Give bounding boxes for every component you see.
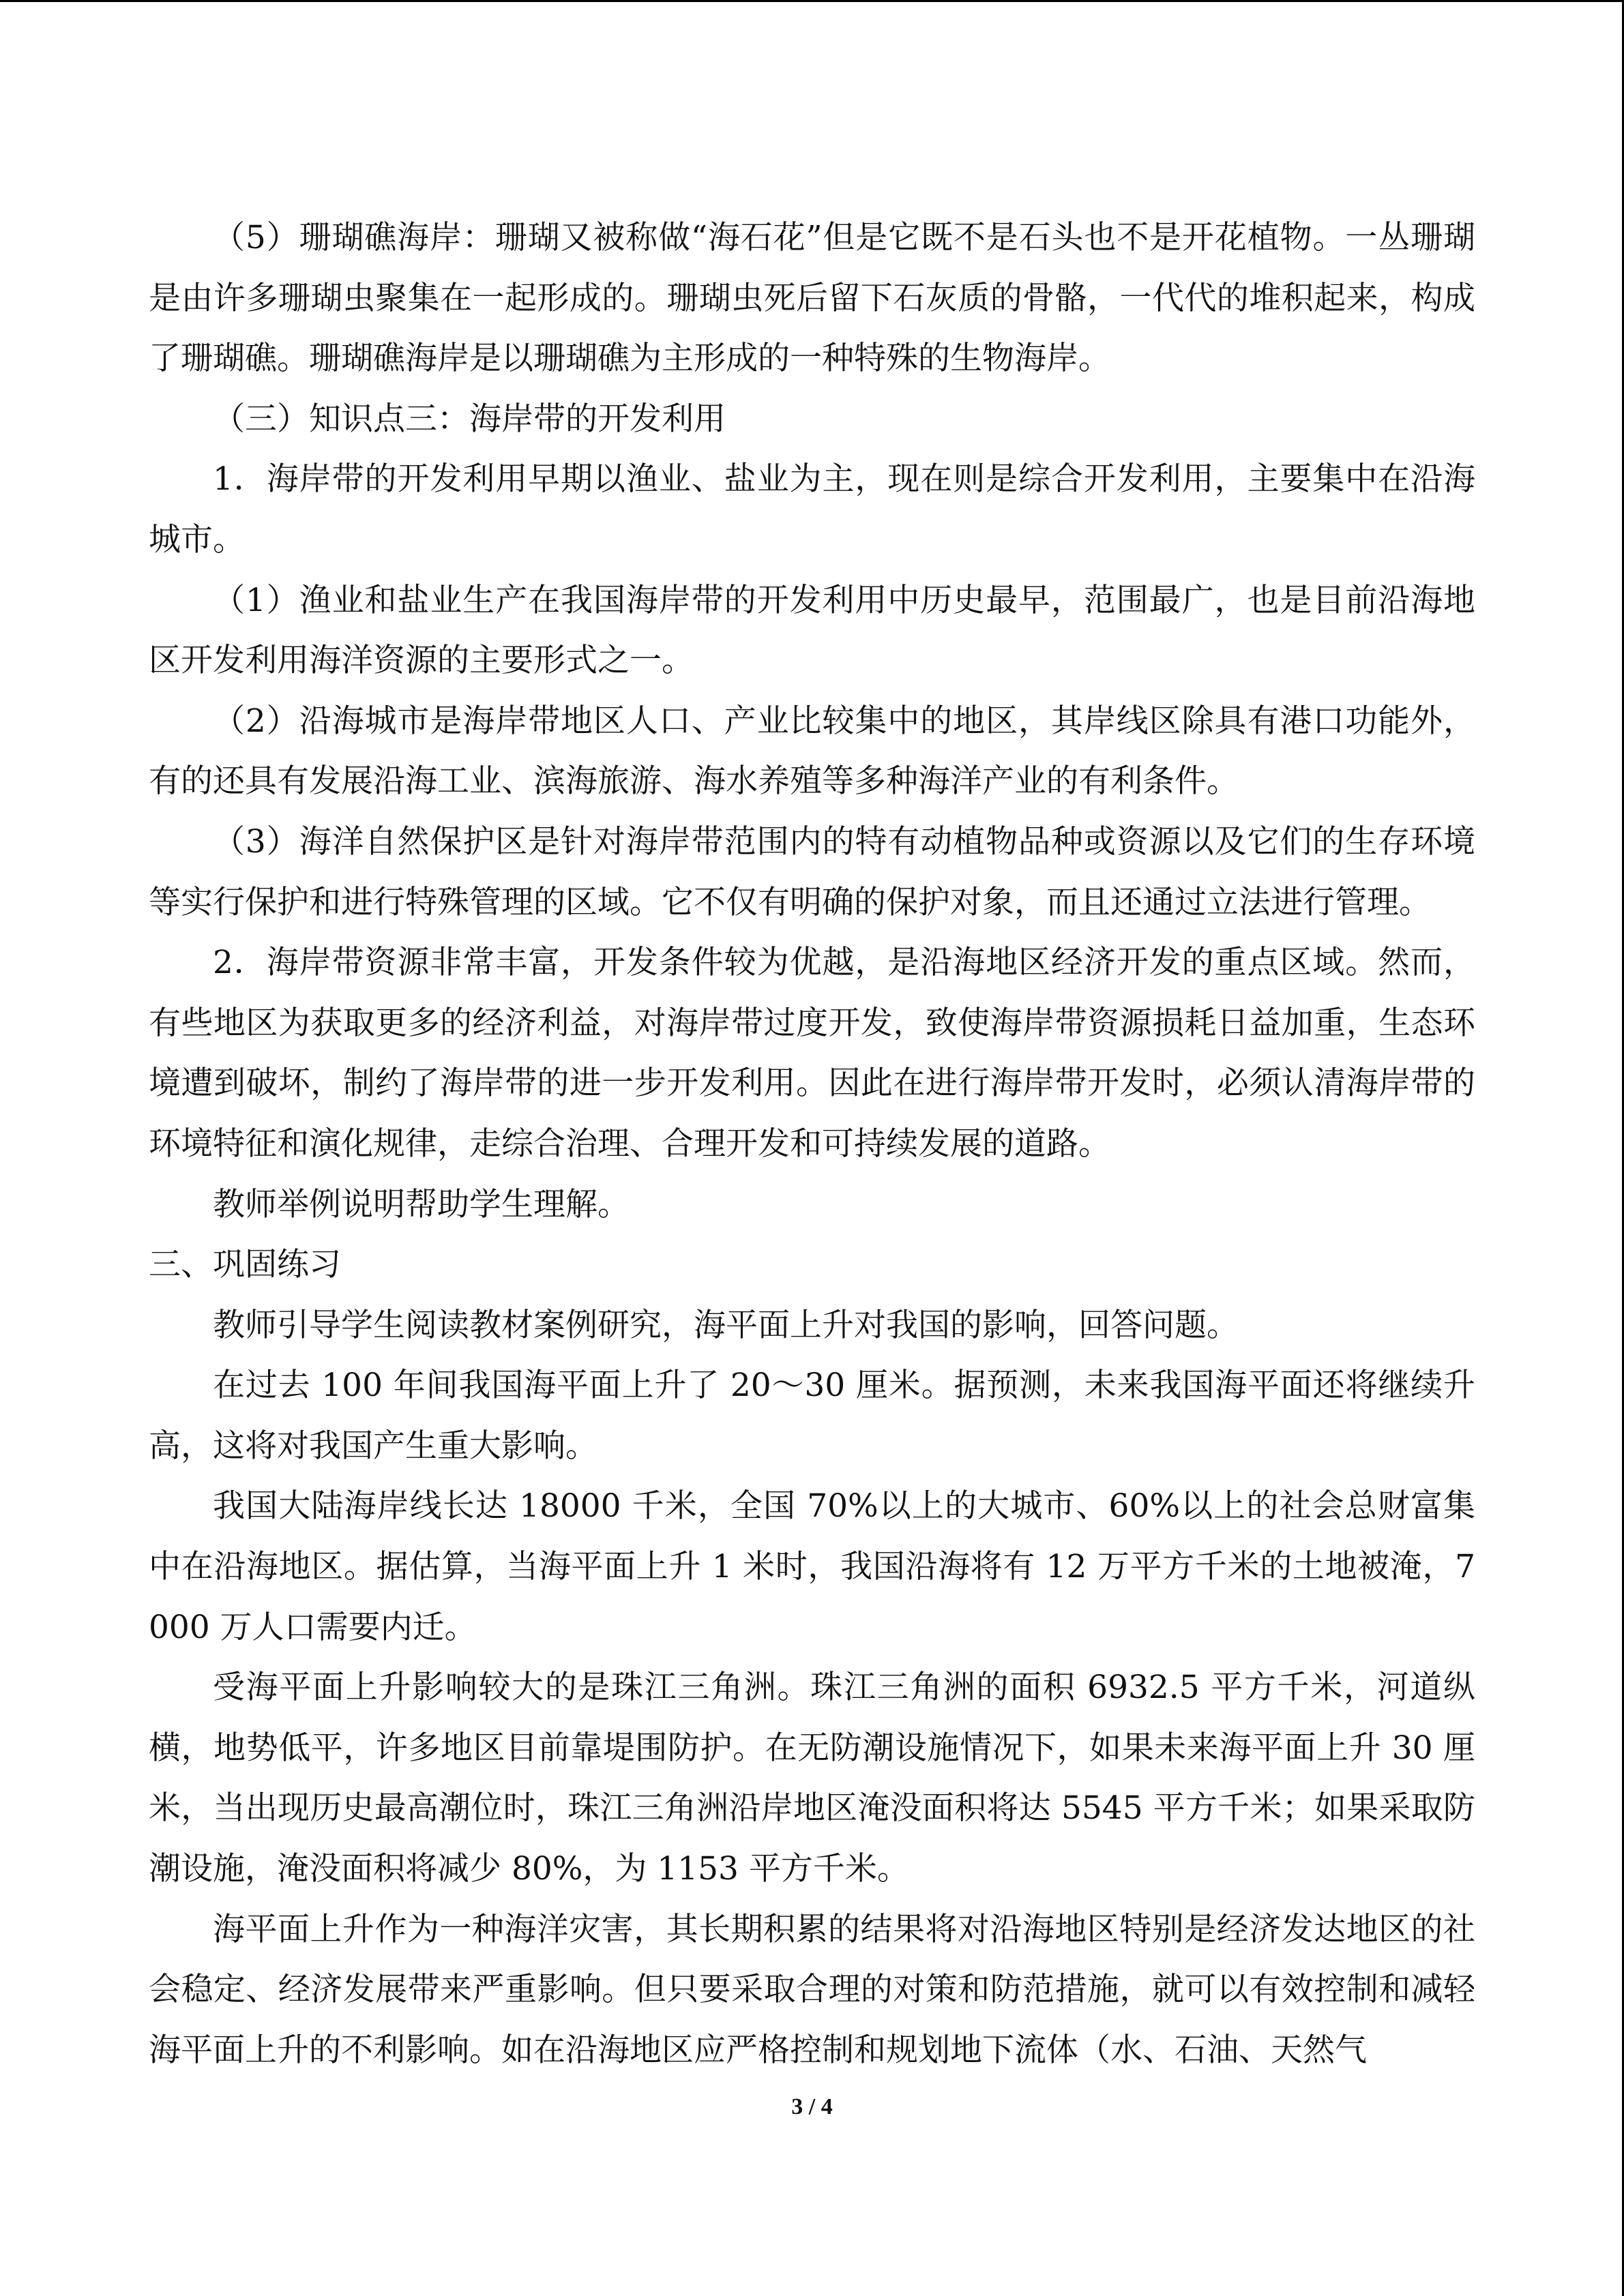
paragraph-coastal-cities: （2）沿海城市是海岸带地区人口、产业比较集中的地区，其岸线区除具有港口功能外，有的还具有发展沿海工业、滨海旅游、海水养殖等多种海洋产业的有利条件。 xyxy=(149,702,1475,801)
paragraph-development-1: 1．海岸带的开发利用早期以渔业、盐业为主，现在则是综合开发利用，主要集中在沿海城市。 xyxy=(149,460,1475,558)
paragraph-teacher-example: 教师举例说明帮助学生理解。 xyxy=(213,1185,630,1223)
paragraph-sea-level-rise: 在过去 100 年间我国海平面上升了 20～30 厘米。据预测，未来我国海平面还将继续升高，这将对我国产生重大影响。 xyxy=(149,1367,1475,1465)
document-body xyxy=(149,208,1475,2081)
section-heading-consolidation: 三、巩固练习 xyxy=(149,1246,341,1284)
section-heading-knowledge-point-3: （三）知识点三：海岸带的开发利用 xyxy=(213,400,726,438)
paragraph-teacher-guide: 教师引导学生阅读教材案例研究，海平面上升对我国的影响，回答问题。 xyxy=(213,1306,1239,1344)
page-top-border xyxy=(0,0,1624,2)
paragraph-pearl-river-delta: 受海平面上升影响较大的是珠江三角洲。珠江三角洲的面积 6932.5 平方千米，河道纵横，地势低平，许多地区目前靠堤围防护。在无防潮设施情况下，如果未来海平面上升 30 厘米，当出现历史最高潮位时，珠江三角洲沿岸地区淹没面积将达 5545 平方千米；如果采取防潮设施，淹没面积将减少 80%，为 1153 平方千米。 xyxy=(149,1669,1475,1888)
paragraph-coral-reef-coast: （5）珊瑚礁海岸：珊瑚又被称做“海石花”但是它既不是石头也不是开花植物。一丛珊瑚是由许多珊瑚虫聚集在一起形成的。珊瑚虫死后留下石灰质的骨骼，一代代的堆积起来，构成了珊瑚礁。珊瑚礁海岸是以珊瑚礁为主形成的一种特殊的生物海岸。 xyxy=(149,219,1475,378)
paragraph-fishery-salt: （1）渔业和盐业生产在我国海岸带的开发利用中历史最早，范围最广，也是目前沿海地区开发利用海洋资源的主要形式之一。 xyxy=(149,581,1475,680)
paragraph-development-2: 2．海岸带资源非常丰富，开发条件较为优越，是沿海地区经济开发的重点区域。然而，有些地区为获取更多的经济利益，对海岸带过度开发，致使海岸带资源损耗日益加重，生态环境遭到破坏，制约了海岸带的进一步开发利用。因此在进行海岸带开发时，必须认清海岸带的环境特征和演化规律，走综合治理、合理开发和可持续发展的道路。 xyxy=(149,944,1475,1163)
paragraph-coastline-stats: 我国大陆海岸线长达 18000 千米，全国 70%以上的大城市、60%以上的社会总财富集中在沿海地区。据估算，当海平面上升 1 米时，我国沿海将有 12 万平方千米的土地被淹，7000 万人口需要内迁。 xyxy=(149,1487,1475,1646)
paragraph-nature-reserve: （3）海洋自然保护区是针对海岸带范围内的特有动植物品种或资源以及它们的生存环境等实行保护和进行特殊管理的区域。它不仅有明确的保护对象，而且还通过立法进行管理。 xyxy=(149,822,1475,921)
page-number: 3 / 4 xyxy=(791,2094,833,2119)
paragraph-marine-disaster: 海平面上升作为一种海洋灾害，其长期积累的结果将对沿海地区特别是经济发达地区的社会稳定、经济发展带来严重影响。但只要采取合理的对策和防范措施，就可以有效控制和减轻海平面上升的不利影响。如在沿海地区应严格控制和规划地下流体（水、石油、天然气 xyxy=(149,1910,1475,2069)
